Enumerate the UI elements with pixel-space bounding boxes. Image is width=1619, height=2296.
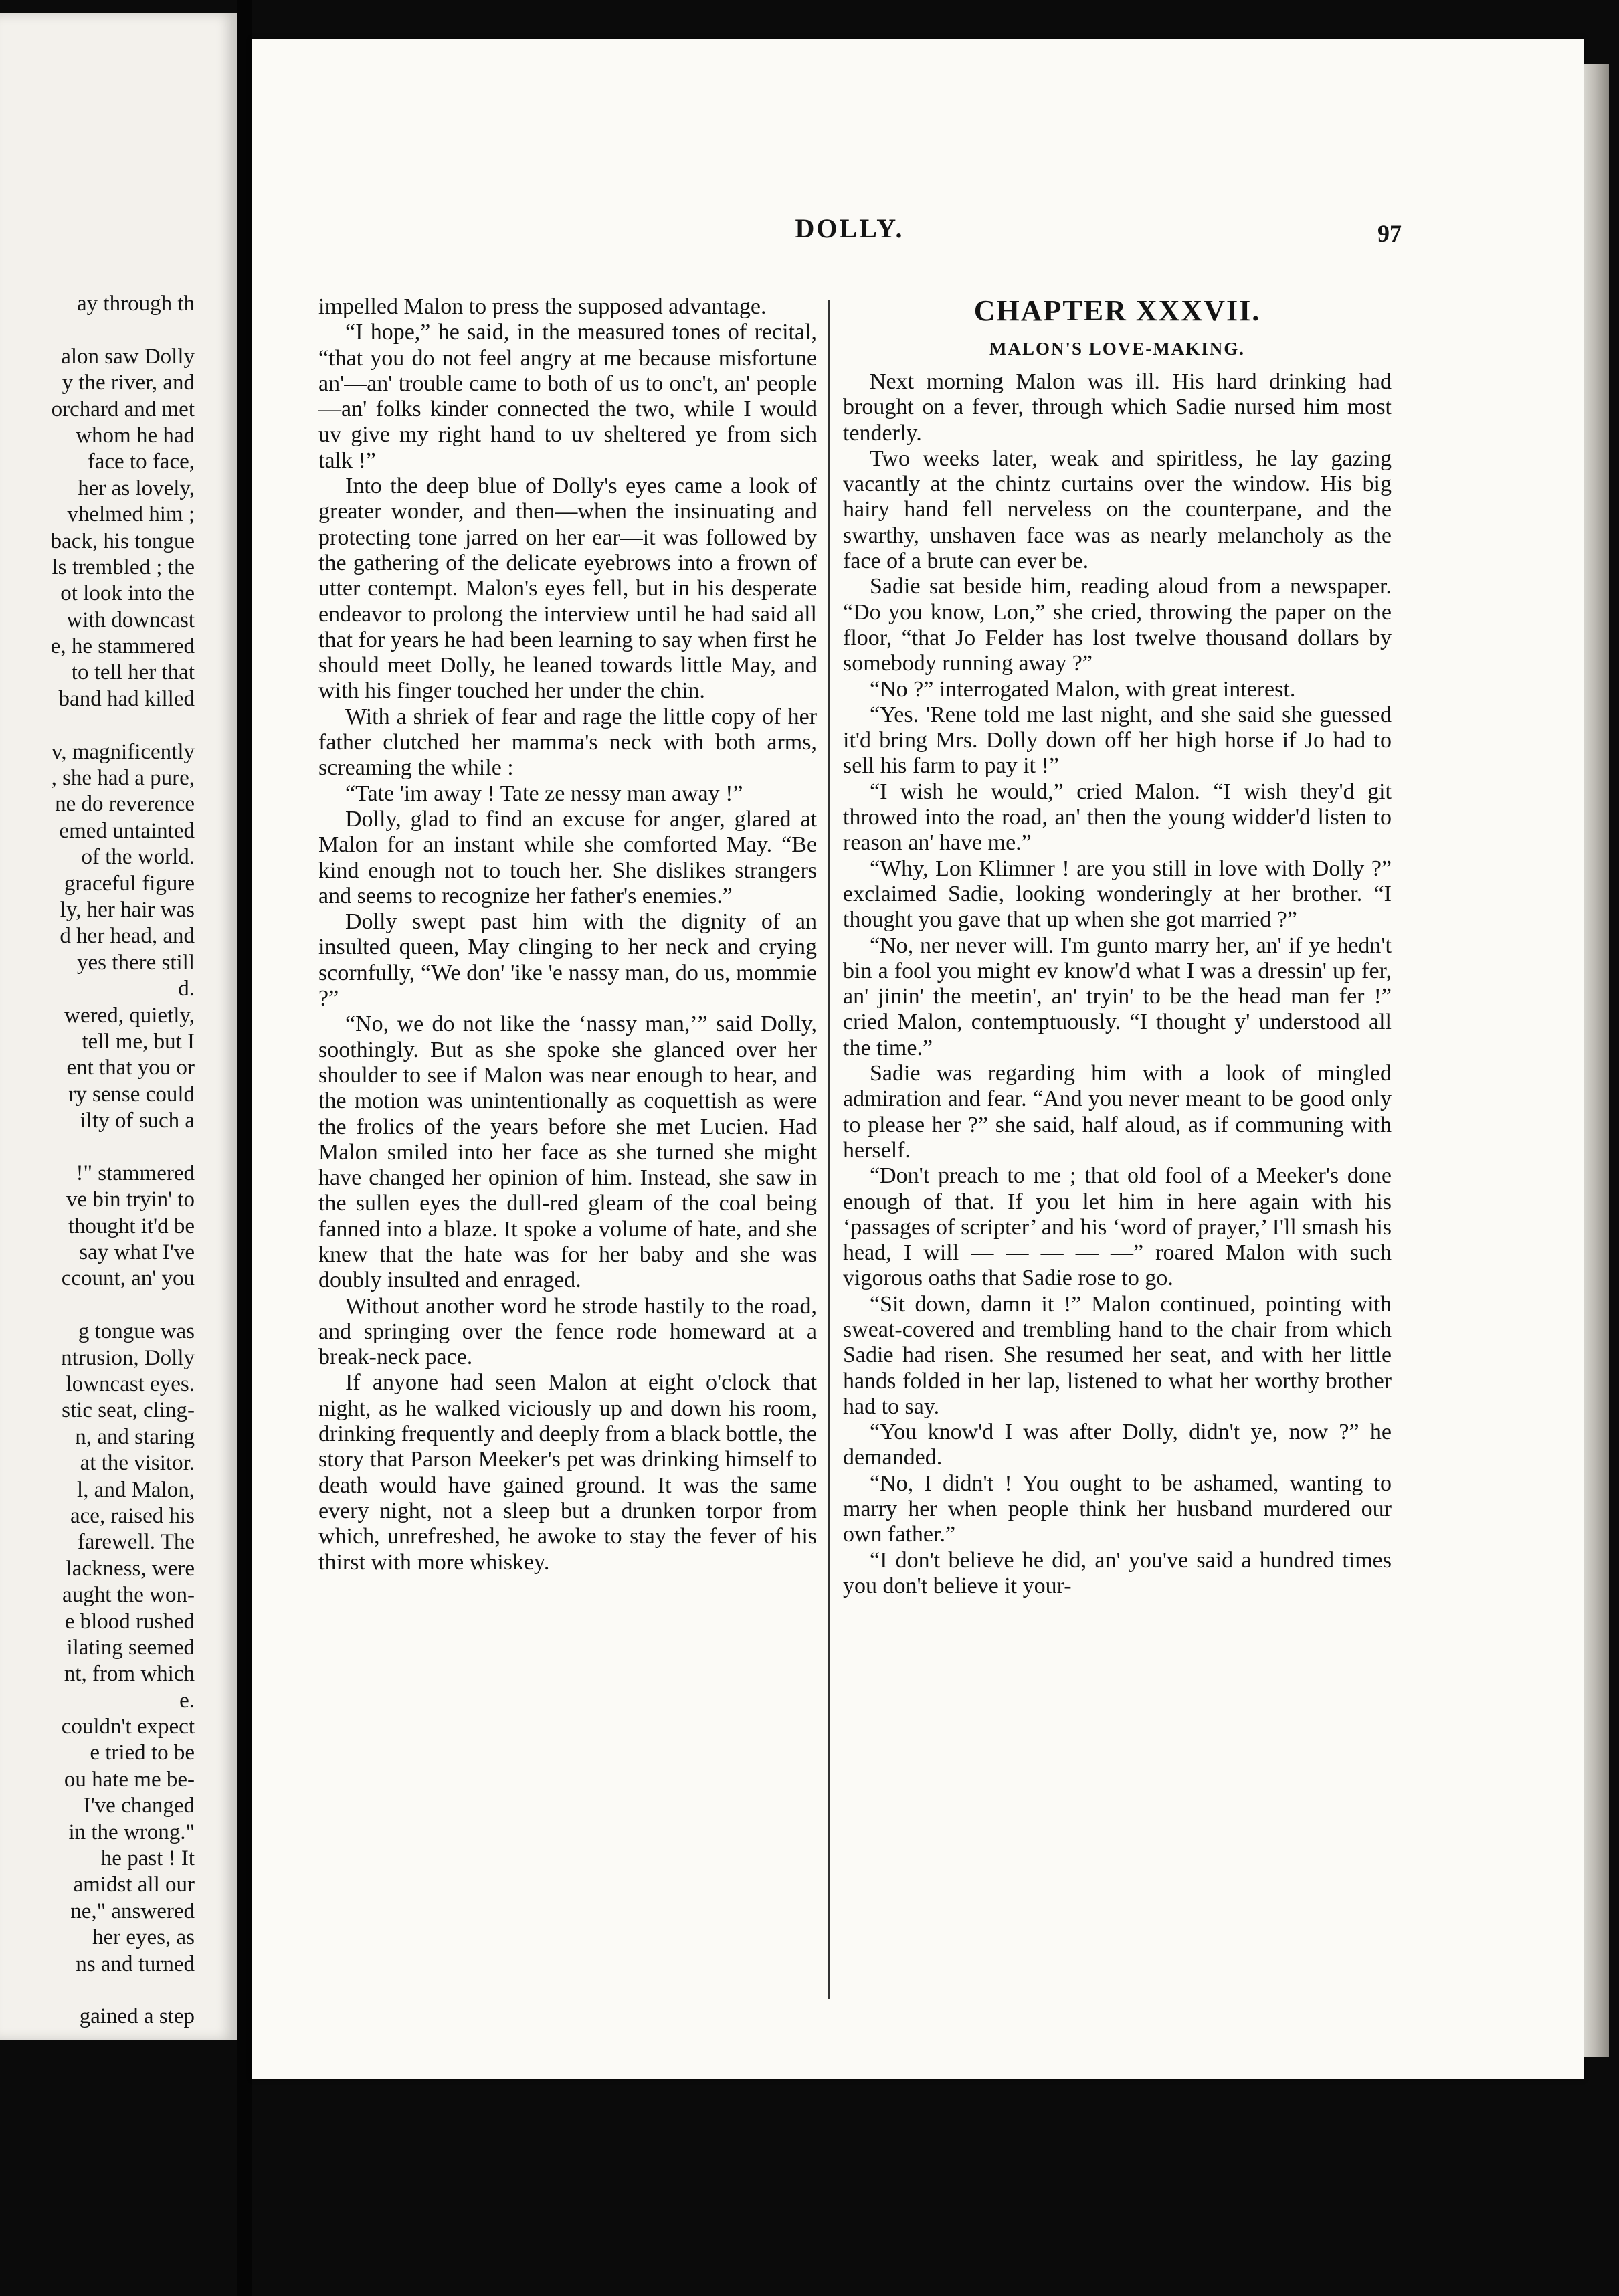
- paragraph: With a shriek of fear and rage the little copy of her father clutched her mamma's neck with both arms, screaming the while :: [318, 704, 817, 781]
- paragraph: Dolly, glad to find an excuse for anger, glared at Malon for an instant while she comforted May. “Be kind enough not to touch her. She dislikes strangers and seems to recognize her father's enemies.”: [318, 806, 817, 908]
- paragraph: “You know'd I was after Dolly, didn't ye, now ?” he demanded.: [843, 1420, 1392, 1470]
- facing-page-line: her eyes, as: [92, 1925, 195, 1950]
- facing-page-line: alon saw Dolly: [61, 344, 195, 369]
- paragraph: “No, we do not like the ‘nassy man,’” said Dolly, soothingly. But as she spoke she glanced over her shoulder to see if Malon was near enough to hear, and the motion was unintentionally as coquettish as were the frolics of the years before she met Lucien. Had Malon smiled into her face as she turned she might have changed her opinion of him. Instead, she saw in the sullen eyes the dull-red gleam of the coal being fanned into a blaze. It spoke a volume of hate, and she knew that the hate was for her baby and she was doubly insulted and enraged.: [318, 1012, 817, 1293]
- facing-page-line: couldn't expect: [61, 1715, 195, 1739]
- facing-page-line: ry sense could: [68, 1082, 195, 1107]
- facing-page-line: he past ! It: [100, 1846, 195, 1871]
- paragraph: “Don't preach to me ; that old fool of a Meeker's done enough of that. If you let him in here again with his ‘passages of scripter’ and his ‘word of prayer,’ I'll smash his head, I will — — — — —” roared Malon with such vigorous oaths that Sadie rose to go.: [843, 1163, 1392, 1291]
- facing-page-line: e blood rushed: [64, 1609, 195, 1634]
- facing-page-line: stic seat, cling-: [62, 1398, 195, 1423]
- facing-page-line: [0, 1135, 195, 1161]
- chapter-body: [843, 369, 1392, 1599]
- facing-page-line: ace, raised his: [70, 1503, 195, 1528]
- facing-page-line: ent that you or: [66, 1056, 195, 1080]
- facing-page-line: e tried to be: [90, 1741, 195, 1765]
- facing-page-line: d.: [178, 977, 195, 1001]
- facing-page-line: tell me, but I: [82, 1029, 195, 1054]
- facing-page-line: [0, 1978, 195, 2004]
- chapter-title: CHAPTER XXXVII.: [973, 294, 1261, 327]
- paragraph: “I don't believe he did, an' you've said a hundred times you don't believe it your-: [843, 1547, 1392, 1598]
- column-rule: [828, 300, 830, 1999]
- facing-page-line: ot look into the: [60, 581, 195, 606]
- facing-page-line: yes there still: [77, 950, 195, 975]
- paragraph: Sadie was regarding him with a look of mingled admiration and fear. “And you never meant to be good only to please her ?” she said, half aloud, as if communing with herself.: [843, 1061, 1392, 1163]
- facing-page-line: gained a step: [79, 2004, 195, 2029]
- paragraph: “Yes. 'Rene told me last night, and she said she guessed it'd bring Mrs. Dolly down off her high horse if Jo had to sell his farm to pay it !”: [843, 702, 1392, 779]
- paragraph: Sadie sat beside him, reading aloud from a newspaper. “Do you know, Lon,” she cried, throwing the paper on the floor, “that Jo Felder has lost twelve thousand dollars by somebody running away ?”: [843, 574, 1392, 676]
- facing-page-line: [0, 317, 195, 343]
- facing-page-line: ay through th: [77, 292, 195, 316]
- facing-page-line: orchard and met: [51, 397, 195, 421]
- facing-page-line: band had killed: [58, 686, 195, 711]
- running-head: DOLLY.: [795, 213, 904, 244]
- facing-page-line: aught the won-: [62, 1583, 195, 1608]
- facing-page-line: in the wrong.": [68, 1820, 195, 1844]
- paragraph: impelled Malon to press the supposed advantage.: [318, 294, 767, 319]
- facing-page-line: wered, quietly,: [64, 1003, 195, 1028]
- facing-page-line: !" stammered: [76, 1161, 195, 1185]
- paragraph: Dolly swept past him with the dignity of an insulted queen, May clinging to her neck and crying scornfully, “We don' 'ike 'e nassy man, do us, mommie ?”: [318, 909, 817, 1012]
- facing-page-line: back, his tongue: [50, 529, 195, 553]
- facing-page-line: ne," answered: [70, 1899, 195, 1923]
- facing-page-line: ntrusion, Dolly: [61, 1345, 195, 1370]
- chapter-subtitle: MALON'S LOVE-MAKING.: [989, 339, 1245, 359]
- facing-page-line: face to face,: [87, 450, 195, 474]
- facing-page-line: ly, her hair was: [60, 897, 195, 922]
- text-column-left: [318, 294, 817, 1575]
- facing-page-line: amidst all our: [73, 1873, 195, 1897]
- page-number: 97: [1377, 220, 1402, 247]
- paragraph: “I wish he would,” cried Malon. “I wish they'd git throwed into the road, an' then the young widder'd listen to reason an' have me.”: [843, 779, 1392, 856]
- facing-page-line: ls trembled ; the: [52, 555, 195, 579]
- facing-page-line: [0, 712, 195, 739]
- paragraph: If anyone had seen Malon at eight o'clock that night, as he walked viciously up and down his room, drinking frequently and deeply from a black bottle, the story that Parson Meeker's pet was drinking himself to death would have gained ground. It was the same every night, not a sleep but a drunken torpor from which, unrefreshed, he awoke to stay the fever of his thirst with more whiskey.: [318, 1370, 817, 1575]
- facing-page-line: lowncast eyes.: [66, 1372, 195, 1397]
- paragraph: Into the deep blue of Dolly's eyes came a look of greater wonder, and then—when the insinuating and protecting tone jarred on her ear—it was followed by the gathering of the delicate eyebrows into a frown of utter contempt. Malon's eyes fell, but in his desperate endeavor to prolong the interview until he had said all that for years he had been learning to say when first he should meet Dolly, he leaned towards little May, and with his finger touched her under the chin.: [318, 474, 817, 704]
- facing-page-line: [0, 1293, 195, 1319]
- paragraph: “Why, Lon Klimner ! are you still in love with Dolly ?” exclaimed Sadie, looking wonderingly at her brother. “I thought you gave that up when she got married ?”: [843, 856, 1392, 933]
- facing-page-line: d her head, and: [60, 924, 195, 949]
- text-column-right: [843, 294, 1392, 1599]
- paragraph: “Sit down, damn it !” Malon continued, pointing with sweat-covered and trembling hand to the chair from which Sadie had risen. She resumed her seat, and with her little hands folded in her lap, listened to what her worthy brother had to say.: [843, 1291, 1392, 1419]
- facing-page-line: her as lovely,: [78, 476, 195, 500]
- facing-page-line: e.: [179, 1688, 195, 1713]
- page-edge: [1584, 64, 1609, 2057]
- facing-page-line: I've changed: [83, 1794, 195, 1818]
- facing-page-line: vhelmed him ;: [67, 502, 195, 527]
- book-gutter: [237, 0, 252, 2296]
- facing-page-line: at the visitor.: [80, 1451, 195, 1476]
- facing-page-line: , she had a pure,: [51, 766, 195, 791]
- facing-page: [0, 13, 237, 2040]
- facing-page-line: ilty of such a: [80, 1109, 195, 1133]
- facing-page-line: whom he had: [76, 423, 195, 448]
- facing-page-line: ve bin tryin' to: [66, 1187, 195, 1212]
- paragraph: “I hope,” he said, in the measured tones of recital, “that you do not feel angry at me because misfortune an'—an' trouble came to both of us to onc't, an' people—an' folks kinder connected the two, while I would uv give my right hand to uv sheltered ye from sich talk !”: [318, 320, 817, 473]
- paragraph: Next morning Malon was ill. His hard drinking had brought on a fever, through which Sadie nursed him most tenderly.: [843, 369, 1392, 446]
- facing-page-line: thought it'd be: [68, 1214, 195, 1238]
- facing-page-line: of the world.: [81, 845, 195, 870]
- paragraph: “No ?” interrogated Malon, with great interest.: [870, 676, 1296, 702]
- paragraph: “No, ner never will. I'm gunto marry her, an' if ye hedn't bin a fool you might ev know'd what I was a dressin' up fer, an' jinin' the meetin', an' tryin' to be the head man fer !” cried Malon, contemptuously. “I thought y' understood all the time.”: [843, 933, 1392, 1060]
- paragraph: “No, I didn't ! You ought to be ashamed, wanting to marry her when people think her husband murdered our own father.”: [843, 1470, 1392, 1547]
- facing-page-line: graceful figure: [64, 871, 195, 896]
- facing-page-line: to tell her that: [71, 660, 195, 685]
- facing-page-line: g tongue was: [78, 1319, 195, 1344]
- paragraph: Without another word he strode hastily to the road, and springing over the fence rode homeward at a break-neck pace.: [318, 1293, 817, 1370]
- facing-page-line: e, he stammered: [50, 634, 195, 659]
- paragraph: “Tate 'im away ! Tate ze nessy man away !”: [345, 781, 743, 806]
- facing-page-line: nt, from which: [64, 1662, 195, 1687]
- paragraph: Two weeks later, weak and spiritless, he lay gazing vacantly at the chintz curtains over the window. His big hairy hand fell nerveless on the counterpane, and the swarthy, unshaven face was as nearly melancholy as the face of a brute can ever be.: [843, 446, 1392, 574]
- facing-page-line: ou hate me be-: [64, 1767, 195, 1792]
- facing-page-text: [0, 291, 195, 2030]
- facing-page-line: emed untainted: [59, 818, 195, 843]
- facing-page-line: l, and Malon,: [77, 1477, 195, 1502]
- facing-page-line: y the river, and: [62, 371, 195, 395]
- facing-page-line: ne do reverence: [55, 792, 195, 817]
- facing-page-line: v, magnificently: [51, 739, 195, 764]
- facing-page-line: say what I've: [79, 1240, 195, 1265]
- facing-page-line: with downcast: [66, 607, 195, 632]
- facing-page-line: ns and turned: [76, 1951, 195, 1976]
- facing-page-line: farewell. The: [77, 1530, 195, 1555]
- facing-page-line: ilating seemed: [66, 1635, 195, 1660]
- facing-page-line: ccount, an' you: [61, 1266, 195, 1291]
- facing-page-line: lackness, were: [66, 1556, 195, 1581]
- facing-page-line: n, and staring: [75, 1424, 195, 1449]
